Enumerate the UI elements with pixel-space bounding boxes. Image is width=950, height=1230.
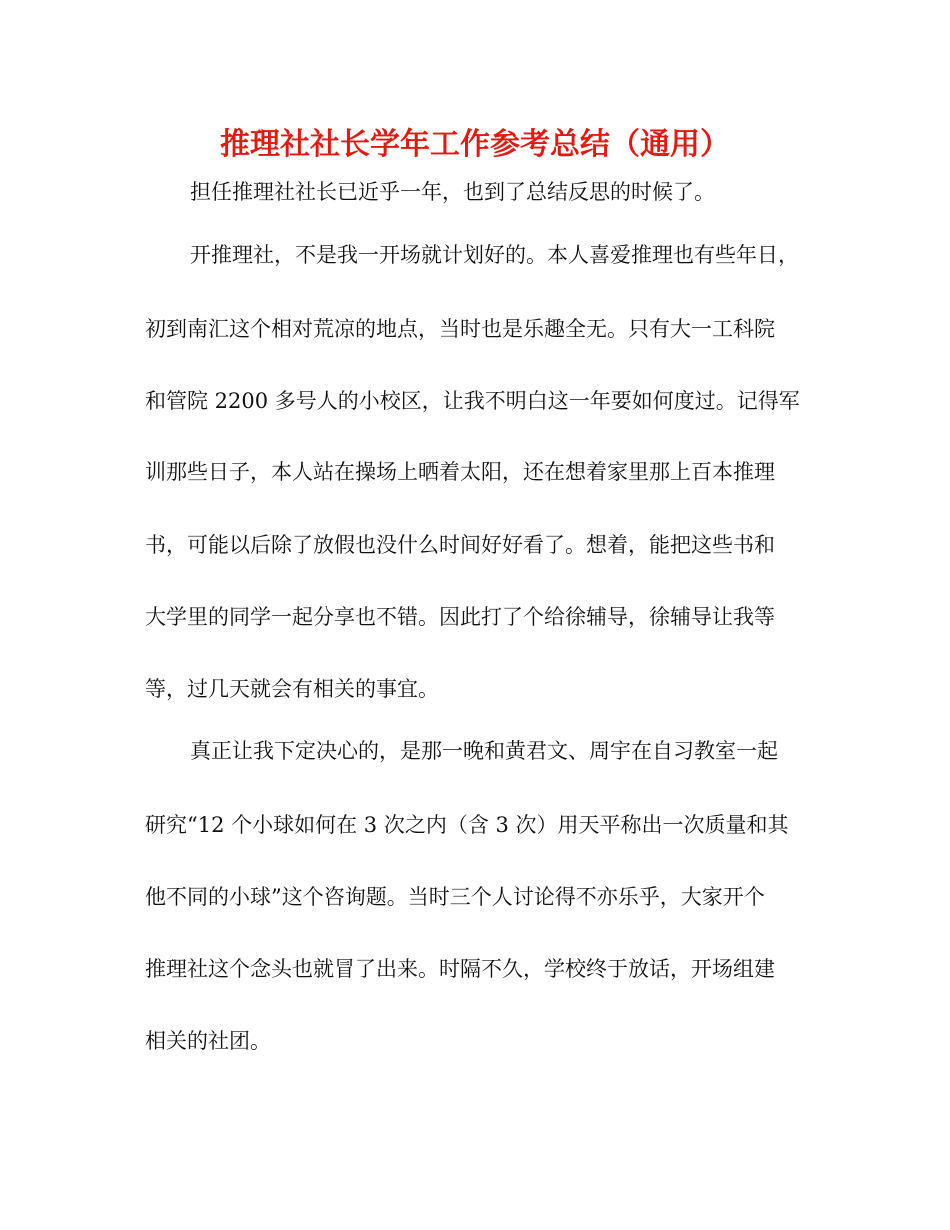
paragraph-3-line-3: 他不同的小球”这个咨询题。当时三个人讨论得不亦乐乎，大家开个	[145, 885, 765, 909]
paragraph-2-line-4: 训那些日子，本人站在操场上晒着太阳，还在想着家里那上百本推理	[145, 460, 775, 484]
paragraph-3-line-1: 真正让我下定决心的，是那一晚和黄君文、周宇在自习教室一起	[190, 739, 778, 763]
paragraph-2-line-6: 大学里的同学一起分享也不错。因此打了个给徐辅导，徐辅导让我等	[145, 605, 775, 629]
paragraph-2-line-1: 开推理社，不是我一开场就计划好的。本人喜爱推理也有些年日，	[190, 243, 799, 267]
paragraph-2-line-3: 和管院 2200 多号人的小校区，让我不明白这一年要如何度过。记得军	[145, 389, 800, 413]
paragraph-2-line-2: 初到南汇这个相对荒凉的地点，当时也是乐趣全无。只有大一工科院	[145, 317, 775, 341]
paragraph-3-line-2: 研究“12 个小球如何在 3 次之内（含 3 次）用天平称出一次质量和其	[145, 813, 789, 837]
document-title: 推理社社长学年工作参考总结（通用）	[220, 127, 730, 162]
paragraph-2-line-7: 等，过几天就会有相关的事宜。	[145, 677, 439, 701]
paragraph-2-line-5: 书，可能以后除了放假也没什么时间好好看了。想着，能把这些书和	[145, 533, 775, 557]
paragraph-1-line-1: 担任推理社社长已近乎一年，也到了总结反思的时候了。	[190, 180, 715, 204]
paragraph-3-line-5: 相关的社团。	[145, 1029, 271, 1053]
paragraph-3-line-4: 推理社这个念头也就冒了出来。时隔不久，学校终于放话，开场组建	[145, 957, 775, 981]
